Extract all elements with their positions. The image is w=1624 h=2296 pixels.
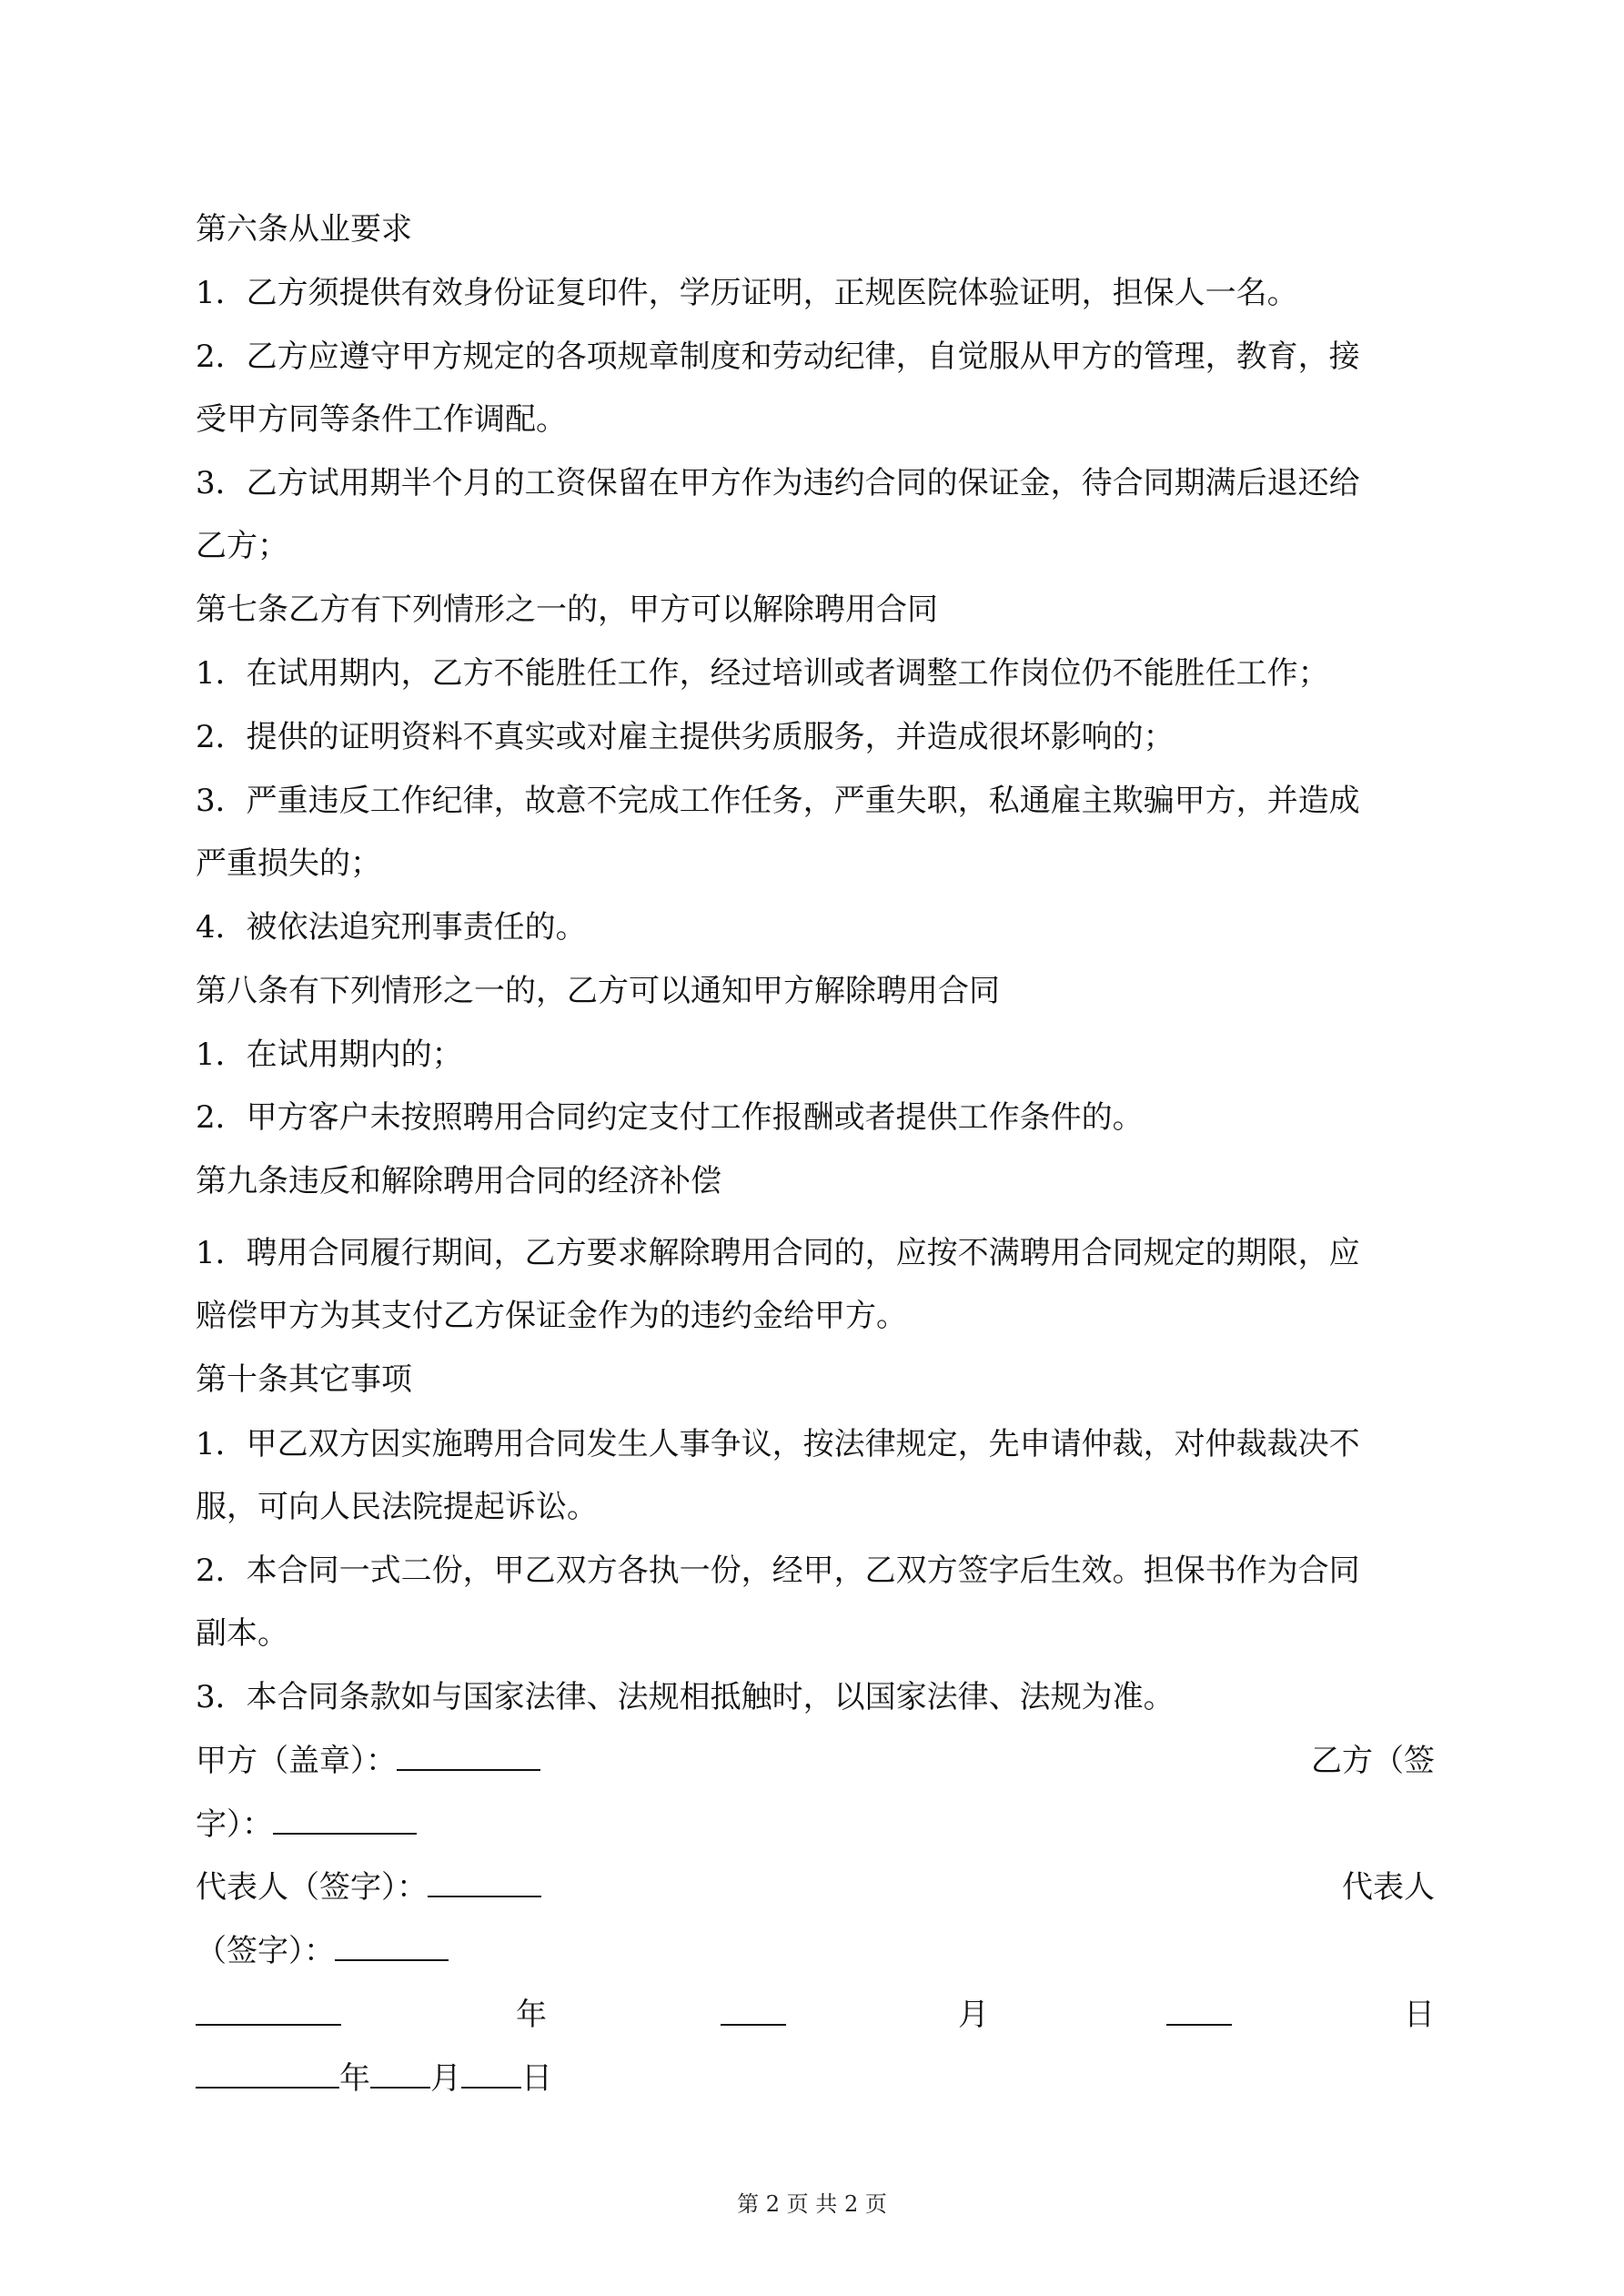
date2-month-blank[interactable] <box>370 2059 430 2089</box>
paragraph-line: 1．乙方须提供有效身份证复印件，学历证明，正规医院体验证明，担保人一名。 <box>196 275 1298 311</box>
paragraph-line: 3．乙方试用期半个月的工资保留在甲方作为违约合同的保证金，待合同期满后退还给 <box>196 465 1360 501</box>
date2-month-label: 月 <box>430 2060 461 2097</box>
paragraph-line: 3．严重违反工作纪律，故意不完成工作任务，严重失职，私通雇主欺骗甲方，并造成 <box>196 783 1360 819</box>
date-day-blank[interactable] <box>1166 1997 1232 2026</box>
date2-year-blank[interactable] <box>196 2059 339 2089</box>
paragraph-line: 受甲方同等条件工作调配。 <box>196 401 567 438</box>
heading-article-7: 第七条乙方有下列情形之一的，甲方可以解除聘用合同 <box>196 592 938 628</box>
paragraph-line: 乙方； <box>196 528 288 564</box>
heading-article-6: 第六条从业要求 <box>196 211 412 248</box>
signature-row-party-cont <box>196 1805 1435 1845</box>
date-month-label: 月 <box>958 1997 989 2033</box>
signature-row-party <box>196 1741 1435 1781</box>
paragraph-line: 2．甲方客户未按照聘用合同约定支付工作报酬或者提供工作条件的。 <box>196 1099 1144 1136</box>
rep-a-label: 代表人（签字）： <box>196 1869 428 1906</box>
rep-b-label: 代表人 <box>1342 1869 1435 1906</box>
paragraph-line: 服，可向人民法院提起诉讼。 <box>196 1489 598 1525</box>
paragraph-line: 4．被依法追究刑事责任的。 <box>196 909 587 946</box>
date2-day-blank[interactable] <box>461 2059 521 2089</box>
heading-article-9: 第九条违反和解除聘用合同的经济补偿 <box>196 1163 721 1199</box>
party-b-sign-label: 乙方（签 <box>1311 1743 1435 1779</box>
rep-a-sign-blank[interactable] <box>428 1868 541 1897</box>
paragraph-line: 1．在试用期内，乙方不能胜任工作，经过培训或者调整工作岗位仍不能胜任工作； <box>196 655 1329 692</box>
date-year-blank[interactable] <box>196 1997 341 2026</box>
paragraph-line: 3．本合同条款如与国家法律、法规相抵触时，以国家法律、法规为准。 <box>196 1679 1175 1715</box>
signature-row-rep-cont <box>196 1931 1435 1971</box>
page-number-footer: 第 2 页 共 2 页 <box>737 2191 887 2217</box>
party-a-seal-blank[interactable] <box>397 1742 540 1771</box>
paragraph-line: 赔偿甲方为其支付乙方保证金作为的违约金给甲方。 <box>196 1298 907 1334</box>
heading-article-8: 第八条有下列情形之一的，乙方可以通知甲方解除聘用合同 <box>196 973 1000 1009</box>
date2-day-label: 日 <box>521 2060 552 2097</box>
date-day-label: 日 <box>1404 1997 1435 2033</box>
paragraph-line: 严重损失的； <box>196 845 381 882</box>
date-year-label: 年 <box>516 1997 547 2033</box>
paragraph-line: 1．在试用期内的； <box>196 1037 463 1073</box>
rep-b-label-cont: （签字）： <box>196 1933 335 1969</box>
date-row-compact <box>196 2058 1435 2099</box>
date2-year-label: 年 <box>339 2060 370 2097</box>
paragraph-line: 2．本合同一式二份，甲乙双方各执一份，经甲，乙双方签字后生效。担保书作为合同 <box>196 1553 1360 1589</box>
heading-article-10: 第十条其它事项 <box>196 1361 412 1398</box>
paragraph-line: 2．提供的证明资料不真实或对雇主提供劣质服务，并造成很坏影响的； <box>196 719 1175 755</box>
paragraph-line: 2．乙方应遵守甲方规定的各项规章制度和劳动纪律，自觉服从甲方的管理，教育，接 <box>196 339 1360 375</box>
party-a-seal-label: 甲方（盖章）： <box>196 1743 397 1779</box>
rep-b-sign-blank[interactable] <box>335 1932 449 1961</box>
party-b-sign-label-cont: 字）： <box>196 1806 273 1843</box>
date-month-blank[interactable] <box>721 1997 786 2026</box>
paragraph-line: 1．甲乙双方因实施聘用合同发生人事争议，按法律规定，先申请仲裁，对仲裁裁决不 <box>196 1426 1360 1462</box>
party-b-sign-blank[interactable] <box>273 1805 417 1835</box>
paragraph-line: 副本。 <box>196 1615 288 1652</box>
paragraph-line: 1．聘用合同履行期间，乙方要求解除聘用合同的，应按不满聘用合同规定的期限，应 <box>196 1235 1360 1271</box>
signature-row-rep <box>196 1867 1435 1907</box>
